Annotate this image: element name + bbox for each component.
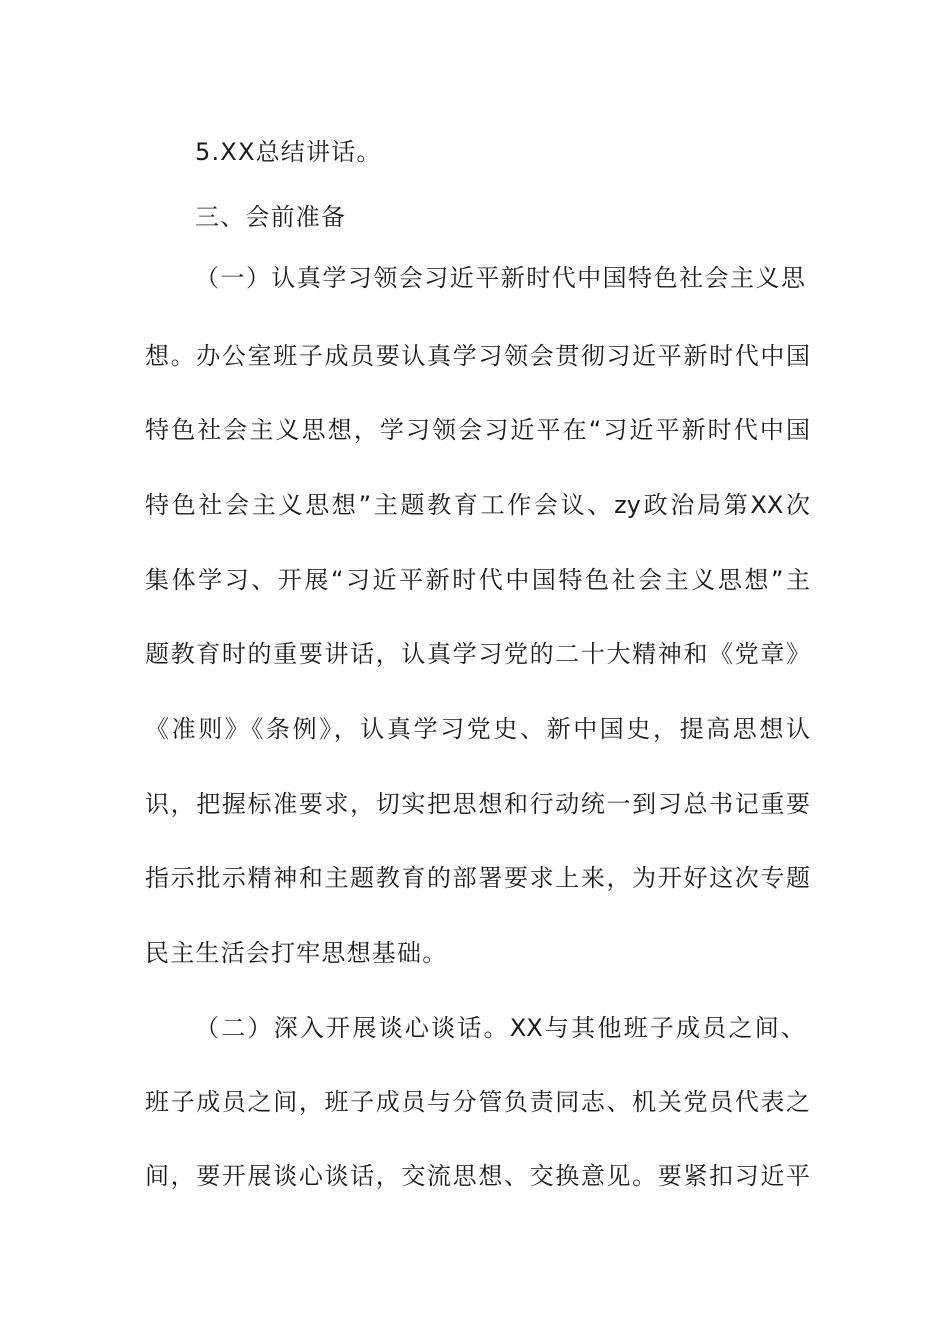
subsection-1-heading-line: （一）认真学习领会习近平新时代中国特色社会主义思 <box>195 264 805 292</box>
paragraph-line: 识，把握标准要求，切实把思想和行动统一到习总书记重要 <box>145 790 810 818</box>
paragraph-line: 特色社会主义思想”主题教育工作会议、zy政治局第XX次 <box>145 491 810 519</box>
subsection-2-heading-line: （二）深入开展谈心谈话。XX与其他班子成员之间、 <box>195 1014 805 1042</box>
paragraph-line: 《准则》《条例》，认真学习党史、新中国史，提高思想认 <box>145 715 810 743</box>
paragraph-line-last: 民主生活会打牢思想基础。 <box>145 939 448 967</box>
section-3-heading: 三、会前准备 <box>195 203 347 231</box>
item-5-summary-speech: 5.XX总结讲话。 <box>195 138 382 166</box>
paragraph-line: 特色社会主义思想，学习领会习近平在“习近平新时代中国 <box>145 416 810 444</box>
paragraph-line: 指示批示精神和主题教育的部署要求上来，为开好这次专题 <box>145 864 810 892</box>
paragraph-line: 题教育时的重要讲话，认真学习党的二十大精神和《党章》 <box>145 640 810 668</box>
paragraph-line: 集体学习、开展“习近平新时代中国特色社会主义思想”主 <box>145 566 810 594</box>
paragraph-line: 间，要开展谈心谈话，交流思想、交换意见。要紧扣习近平 <box>145 1162 810 1190</box>
paragraph-line: 想。办公室班子成员要认真学习领会贯彻习近平新时代中国 <box>145 342 810 370</box>
paragraph-line: 班子成员之间，班子成员与分管负责同志、机关党员代表之 <box>145 1088 810 1116</box>
